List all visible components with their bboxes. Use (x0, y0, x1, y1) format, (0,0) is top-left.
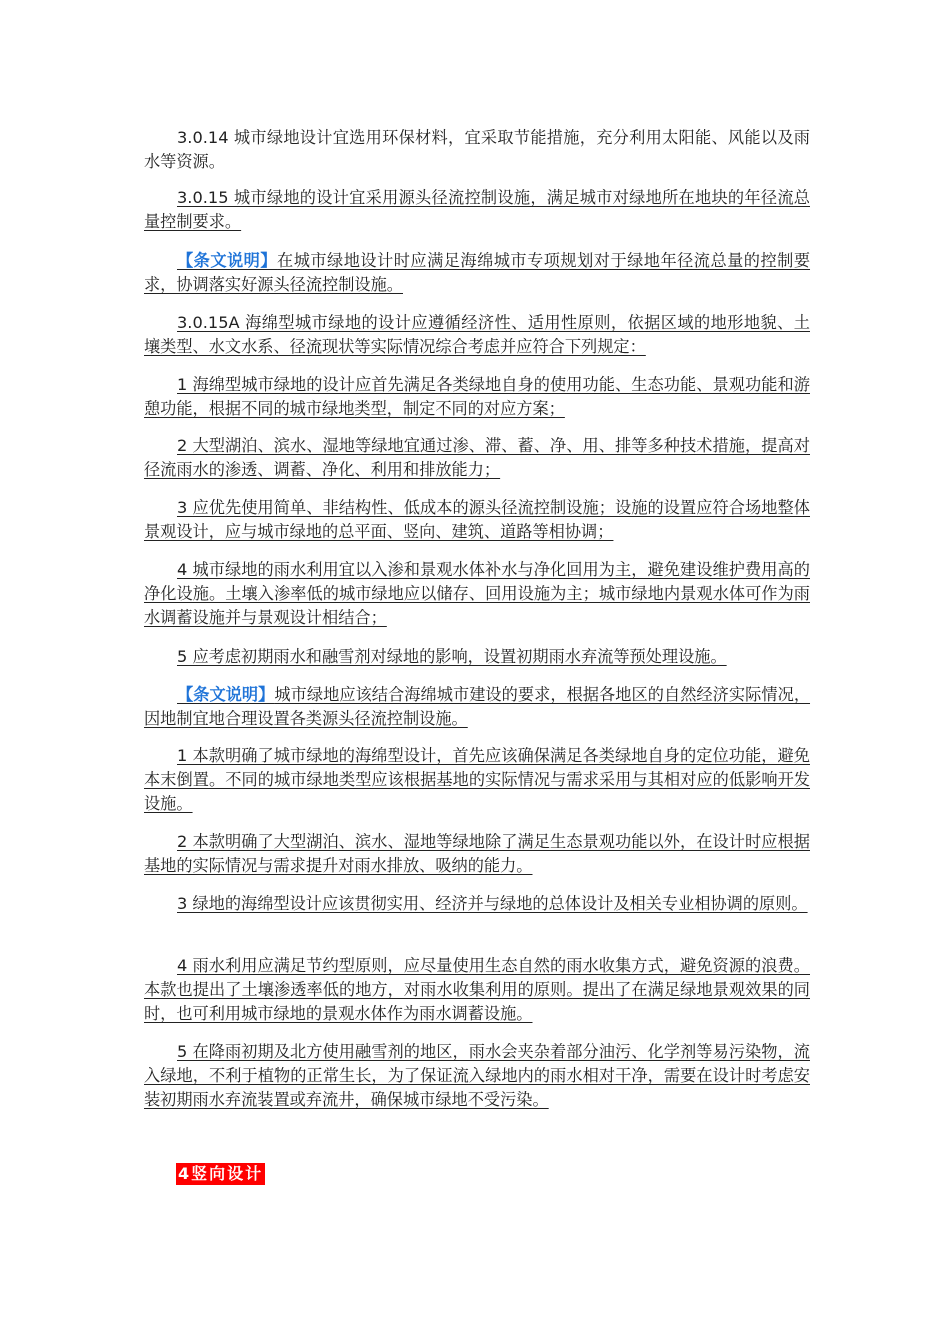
clause-text: 3.0.14 城市绿地设计宜选用环保材料，宜采取节能措施，充分利用太阳能、风能以及雨水等资源。 (144, 128, 810, 171)
clause-3-0-15a (144, 311, 810, 359)
clause-text: 3.0.15 城市绿地的设计宜采用源头径流控制设施，满足城市对绿地所在地块的年径流总量控制要求。 (144, 188, 810, 231)
clause-item-5 (144, 645, 810, 669)
clause-text: 1 本款明确了城市绿地的海绵型设计，首先应该确保满足各类绿地自身的定位功能，避免本末倒置。不同的城市绿地类型应该根据基地的实际情况与需求采用与其相对应的低影响开发设施。 (144, 746, 810, 813)
clause-text: 3 绿地的海绵型设计应该贯彻实用、经济并与绿地的总体设计及相关专业相协调的原则。 (177, 894, 808, 913)
clause-text: 1 海绵型城市绿地的设计应首先满足各类绿地自身的使用功能、生态功能、景观功能和游憩功能，根据不同的城市绿地类型，制定不同的对应方案； (144, 375, 810, 418)
clause-explanation-3-0-15 (144, 249, 810, 297)
clause-item-4 (144, 558, 810, 630)
explanation-tag: 【条文说明】 (177, 685, 275, 704)
clause-text: 2 本款明确了大型湖泊、滨水、湿地等绿地除了满足生态景观功能以外，在设计时应根据基地的实际情况与需求提升对雨水排放、吸纳的能力。 (144, 832, 810, 875)
clause-text: 2 大型湖泊、滨水、湿地等绿地宜通过渗、滞、蓄、净、用、排等多种技术措施，提高对径流雨水的渗透、调蓄、净化、利用和排放能力； (144, 436, 810, 479)
explanation-text: 在城市绿地设计时应满足海绵城市专项规划对于绿地年径流总量的控制要求，协调落实好源头径流控制设施。 (144, 251, 811, 294)
explanation-tag: 【条文说明】 (177, 251, 278, 270)
clause-text: 5 应考虑初期雨水和融雪剂对绿地的影响，设置初期雨水弃流等预处理设施。 (177, 647, 727, 666)
explanation-item-1 (144, 744, 810, 816)
explanation-item-2 (144, 830, 810, 878)
clause-explanation-3-0-15a (144, 683, 810, 731)
clause-item-3 (144, 496, 810, 544)
clause-3-0-14 (144, 126, 810, 174)
clause-text: 4 城市绿地的雨水利用宜以入渗和景观水体补水与净化回用为主，避免建设维护费用高的净化设施。土壤入渗率低的城市绿地应以储存、回用设施为主；城市绿地内景观水体可作为雨水调蓄设施并与景观设计相结合； (144, 560, 810, 627)
clause-3-0-15 (144, 186, 810, 234)
section-heading: 4竖向设计 (178, 1164, 264, 1183)
explanation-item-3 (144, 892, 810, 916)
explanation-item-5 (144, 1040, 810, 1112)
clause-text: 3.0.15A 海绵型城市绿地的设计应遵循经济性、适用性原则，依据区域的地形地貌、土壤类型、水文水系、径流现状等实际情况综合考虑并应符合下列规定： (144, 313, 810, 356)
clause-item-2 (144, 434, 810, 482)
clause-text: 5 在降雨初期及北方使用融雪剂的地区，雨水会夹杂着部分油污、化学剂等易污染物，流入绿地，不利于植物的正常生长，为了保证流入绿地内的雨水相对干净，需要在设计时考虑安装初期雨水弃流装置或弃流井，确保城市绿地不受污染。 (144, 1042, 810, 1109)
explanation-item-4 (144, 954, 810, 1026)
clause-text: 4 雨水利用应满足节约型原则，应尽量使用生态自然的雨水收集方式，避免资源的浪费。本款也提出了土壤渗透率低的地方，对雨水收集利用的原则。提出了在满足绿地景观效果的同时，也可利用城市绿地的景观水体作为雨水调蓄设施。 (144, 956, 810, 1023)
clause-item-1 (144, 373, 810, 421)
clause-text: 3 应优先使用简单、非结构性、低成本的源头径流控制设施；设施的设置应符合场地整体景观设计，应与城市绿地的总平面、竖向、建筑、道路等相协调； (144, 498, 810, 541)
explanation-text: 城市绿地应该结合海绵城市建设的要求，根据各地区的自然经济实际情况，因地制宜地合理设置各类源头径流控制设施。 (144, 685, 811, 728)
